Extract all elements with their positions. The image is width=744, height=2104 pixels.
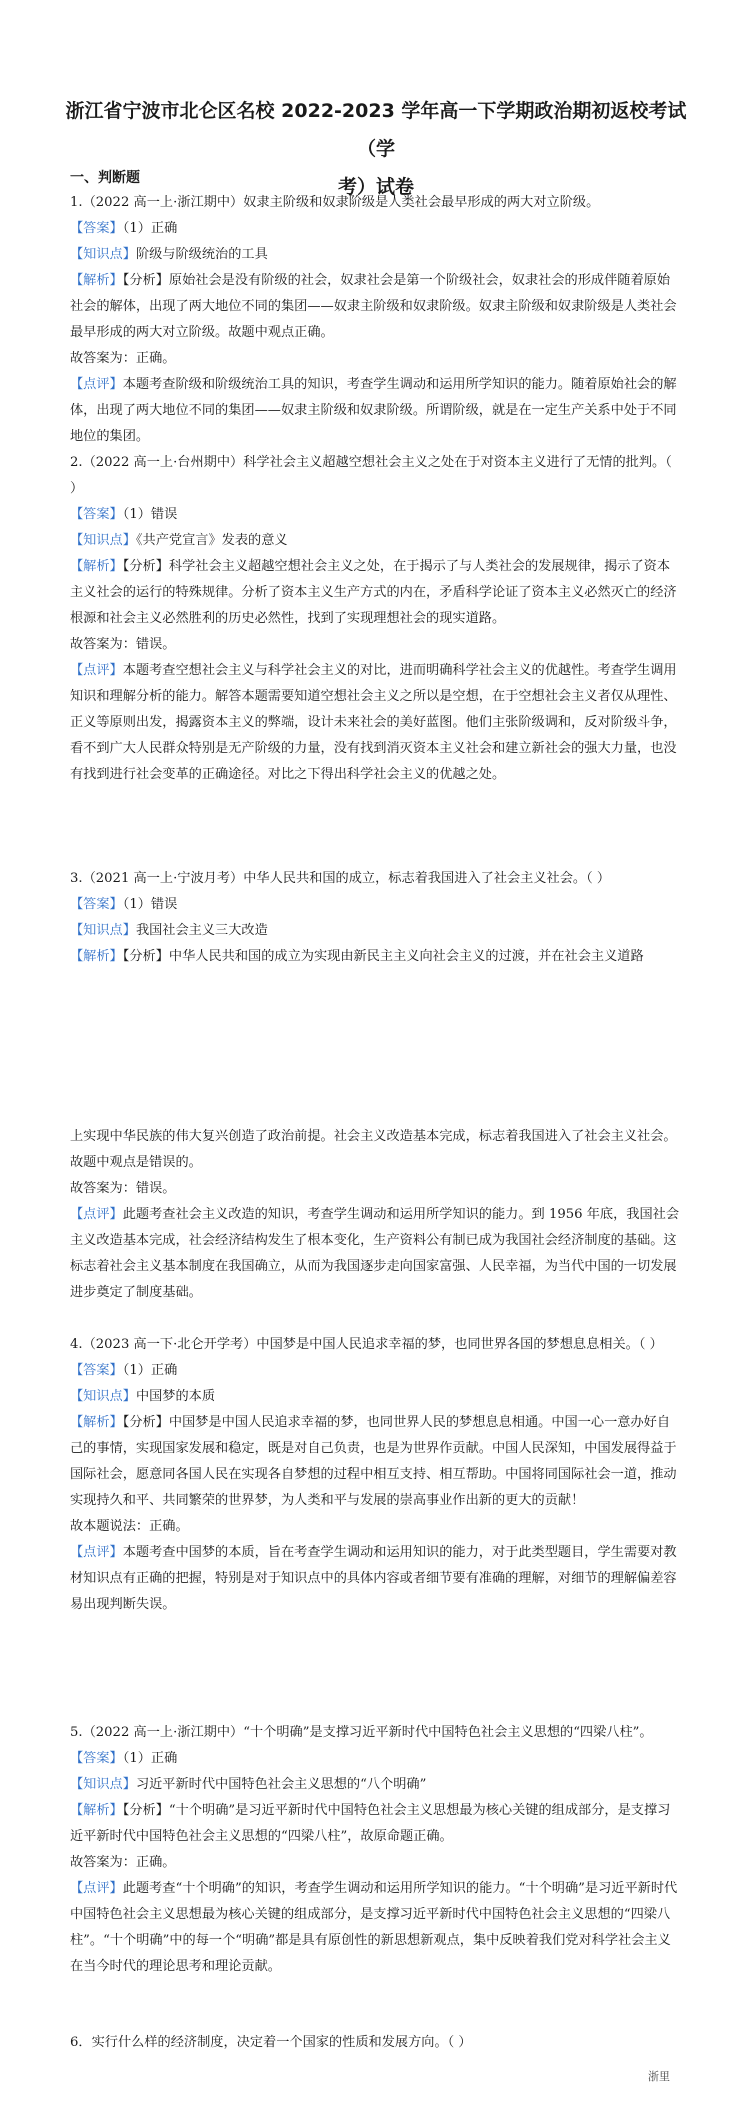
knowledge-point-text: 我国社会主义三大改造 bbox=[135, 923, 268, 938]
analysis-row bbox=[70, 1798, 680, 1850]
document-title bbox=[60, 92, 692, 206]
answer-tag: 【答案】 bbox=[70, 507, 123, 522]
analysis-tag: 【解析】 bbox=[70, 949, 123, 964]
knowledge-point-row bbox=[70, 918, 680, 944]
analysis-tag: 【解析】 bbox=[70, 273, 123, 288]
comment-row bbox=[70, 1540, 680, 1618]
analysis-row bbox=[70, 1410, 680, 1514]
knowledge-point-text: 《共产党宣言》发表的意义 bbox=[135, 533, 288, 548]
analysis-tag: 【解析】 bbox=[70, 1803, 123, 1818]
comment-text: 本题考查空想社会主义与科学社会主义的对比，进而明确科学社会主义的优越性。考查学生调用知识和理解分析的能力。解答本题需要知道空想社会主义之所以是空想，在于空想社会主义者仅从理性、正义等原则出发，揭露资本主义的弊端，设计未来社会的美好蓝图。他们主张阶级调和，反对阶级斗争，看不到广大人民群众特别是无产阶级的力量，没有找到消灭资本主义社会和建立新社会的强大力量，也没有找到进行社会变革的正确途径。对比之下得出科学社会主义的优越之处。 bbox=[70, 663, 677, 782]
conclusion-line: 故答案为：正确。 bbox=[70, 1855, 176, 1870]
question-stem: 4.（2023 高一下·北仑开学考）中国梦是中国人民追求幸福的梦，也同世界各国的梦想息息相关。（ ） bbox=[70, 1337, 663, 1352]
question-6 bbox=[70, 2030, 680, 2056]
answer-row bbox=[70, 892, 680, 918]
comment-tag: 【点评】 bbox=[70, 1545, 123, 1560]
page-footer: 浙里 bbox=[648, 2070, 670, 2083]
question-1 bbox=[70, 190, 680, 450]
answer-row bbox=[70, 216, 680, 242]
analysis-text: 【分析】中国梦是中国人民追求幸福的梦，也同世界人民的梦想息息相通。中国一心一意办好自己的事情，实现国家发展和稳定，既是对自己负责，也是为世界作贡献。中国人民深知，中国发展得益于国际社会，愿意同各国人民在实现各自梦想的过程中相互支持、相互帮助。中国将同国际社会一道，推动实现持久和平、共同繁荣的世界梦，为人类和平与发展的崇高事业作出新的更大的贡献！ bbox=[70, 1415, 677, 1508]
answer-tag: 【答案】 bbox=[70, 1363, 123, 1378]
question-stem: 3.（2021 高一上·宁波月考）中华人民共和国的成立，标志着我国进入了社会主义社会。（ ） bbox=[70, 871, 611, 886]
answer-row bbox=[70, 1358, 680, 1384]
knowledge-point-tag: 【知识点】 bbox=[70, 1777, 136, 1792]
question-stem: 6．实行什么样的经济制度，决定着一个国家的性质和发展方向。（ ） bbox=[70, 2035, 472, 2050]
conclusion-line: 故答案为：错误。 bbox=[70, 1181, 176, 1196]
analysis-text: 【分析】原始社会是没有阶级的社会，奴隶社会是第一个阶级社会，奴隶社会的形成伴随着原始社会的解体，出现了两大地位不同的集团——奴隶主阶级和奴隶阶级。奴隶主阶级和奴隶阶级是人类社会最早形成的两大对立阶级。故题中观点正确。 bbox=[70, 273, 677, 340]
knowledge-point-text: 阶级与阶级统治的工具 bbox=[135, 247, 268, 262]
answer-value: （1）正确 bbox=[122, 1363, 178, 1378]
comment-tag: 【点评】 bbox=[70, 1881, 123, 1896]
knowledge-point-row bbox=[70, 1384, 680, 1410]
analysis-row bbox=[70, 554, 680, 632]
question-stem: 5.（2022 高一上·浙江期中）“十个明确”是支撑习近平新时代中国特色社会主义思想的“四梁八柱”。 bbox=[70, 1725, 653, 1740]
comment-text: 此题考查社会主义改造的知识，考查学生调动和运用所学知识的能力。到 1956 年底，我国社会主义改造基本完成，社会经济结构发生了根本变化，生产资料公有制已成为我国社会经济制度的基础。这标志着社会主义基本制度在我国确立，从而为我国逐步走向国家富强、人民幸福，为当代中国的一切发展进步奠定了制度基础。 bbox=[70, 1207, 680, 1300]
comment-text: 此题考查“十个明确”的知识，考查学生调动和运用所学知识的能力。“十个明确”是习近平新时代中国特色社会主义思想最为核心关键的组成部分，是支撑习近平新时代中国特色社会主义思想的“四梁八柱”。“十个明确”中的每一个“明确”都是具有原创性的新思想新观点，集中反映着我们党对科学社会主义在当今时代的理论思考和理论贡献。 bbox=[70, 1881, 678, 1974]
answer-row bbox=[70, 1746, 680, 1772]
knowledge-point-tag: 【知识点】 bbox=[70, 923, 136, 938]
conclusion-line: 故答案为：错误。 bbox=[70, 637, 176, 652]
analysis-continuation: 上实现中华民族的伟大复兴创造了政治前提。社会主义改造基本完成，标志着我国进入了社会主义社会。故题中观点是错误的。 bbox=[70, 1129, 677, 1170]
knowledge-point-row bbox=[70, 528, 680, 554]
answer-tag: 【答案】 bbox=[70, 221, 123, 236]
comment-row bbox=[70, 1202, 680, 1306]
knowledge-point-tag: 【知识点】 bbox=[70, 247, 136, 262]
comment-tag: 【点评】 bbox=[70, 663, 123, 678]
question-2 bbox=[70, 450, 680, 788]
analysis-tag: 【解析】 bbox=[70, 559, 123, 574]
title-line-1: 浙江省宁波市北仑区名校 2022-2023 学年高一下学期政治期初返校考试（学 bbox=[65, 100, 687, 160]
analysis-tag: 【解析】 bbox=[70, 1415, 123, 1430]
knowledge-point-tag: 【知识点】 bbox=[70, 533, 136, 548]
answer-value: （1）错误 bbox=[122, 507, 178, 522]
question-stem: 1.（2022 高一上·浙江期中）奴隶主阶级和奴隶阶级是人类社会最早形成的两大对立阶级。 bbox=[70, 195, 600, 210]
comment-text: 本题考查阶级和阶级统治工具的知识，考查学生调动和运用所学知识的能力。随着原始社会的解体，出现了两大地位不同的集团——奴隶主阶级和奴隶阶级。所谓阶级，就是在一定生产关系中处于不同地位的集团。 bbox=[70, 377, 677, 444]
analysis-text: 【分析】科学社会主义超越空想社会主义之处，在于揭示了与人类社会的发展规律，揭示了资本主义社会的运行的特殊规律。分析了资本主义生产方式的内在，矛盾科学论证了资本主义必然灭亡的经济根源和社会主义必然胜利的历史必然性，找到了实现理想社会的现实道路。 bbox=[70, 559, 677, 626]
knowledge-point-row bbox=[70, 242, 680, 268]
question-stem: 2.（2022 高一上·台州期中）科学社会主义超越空想社会主义之处在于对资本主义进行了无情的批判。（ ） bbox=[70, 455, 672, 496]
answer-value: （1）正确 bbox=[122, 221, 178, 236]
knowledge-point-text: 中国梦的本质 bbox=[135, 1389, 216, 1404]
question-3 bbox=[70, 866, 680, 970]
comment-tag: 【点评】 bbox=[70, 377, 123, 392]
answer-row bbox=[70, 502, 680, 528]
analysis-row bbox=[70, 268, 680, 346]
answer-tag: 【答案】 bbox=[70, 897, 123, 912]
comment-tag: 【点评】 bbox=[70, 1207, 123, 1222]
question-3-continued bbox=[70, 1124, 680, 1306]
comment-row bbox=[70, 372, 680, 450]
question-4 bbox=[70, 1332, 680, 1618]
comment-text: 本题考查中国梦的本质，旨在考查学生调动和运用知识的能力，对于此类型题目，学生需要对教材知识点有正确的把握，特别是对于知识点中的具体内容或者细节要有准确的理解，对细节的理解偏差容易出现判断失误。 bbox=[70, 1545, 677, 1612]
analysis-row bbox=[70, 944, 680, 970]
knowledge-point-row bbox=[70, 1772, 680, 1798]
analysis-text: 【分析】中华人民共和国的成立为实现由新民主主义向社会主义的过渡，并在社会主义道路 bbox=[122, 949, 644, 964]
conclusion-line: 故答案为：正确。 bbox=[70, 351, 176, 366]
analysis-text: 【分析】“十个明确”是习近平新时代中国特色社会主义思想最为核心关键的组成部分，是支撑习近平新时代中国特色社会主义思想的“四梁八柱”，故原命题正确。 bbox=[70, 1803, 671, 1844]
answer-tag: 【答案】 bbox=[70, 1751, 123, 1766]
answer-value: （1）错误 bbox=[122, 897, 178, 912]
answer-value: （1）正确 bbox=[122, 1751, 178, 1766]
question-5 bbox=[70, 1720, 680, 1980]
conclusion-line: 故本题说法：正确。 bbox=[70, 1519, 189, 1534]
comment-row bbox=[70, 658, 680, 788]
section-heading: 一、判断题 bbox=[70, 170, 140, 186]
comment-row bbox=[70, 1876, 680, 1980]
title-line-2: 考）试卷 bbox=[337, 176, 414, 198]
knowledge-point-tag: 【知识点】 bbox=[70, 1389, 136, 1404]
knowledge-point-text: 习近平新时代中国特色社会主义思想的“八个明确” bbox=[135, 1777, 427, 1792]
